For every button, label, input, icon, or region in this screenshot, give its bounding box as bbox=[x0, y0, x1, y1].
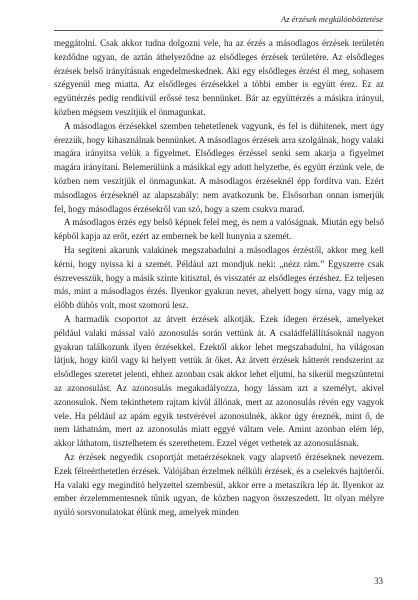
paragraph-5: A harmadik csoportot az átvett érzések alkotják. Ezek idegen érzések, amelyeket például valaki mással való azonosulás során vettünk át. A családfelállításoknál nagyon gyakran találkozunk ilyen érzésekkel. Ezektől akkor lehet megszabadulni, ha világosan látjuk, hogy kitől vagy ki helyett vettük át őket. Az átvett érzések hátterét rendszerint az elsődleges szeretet jelenti, ehhez azonban csak akkor lehet eljutni, ha sikerül megszüntetni az azonosulást. Az azonosulás megakadályozza, hogy lássam azt a személyt, akivel azonosulok. Nem tekinthetem rajtam kívül állónak, mert az azonosulás révén egy vagyok vele. Ha például az apám egyik testvérével azonosulnék, akkor úgy éreznék, mint ő, de nem láthatnám, mert az azonosulás miatt eggyé váltam vele. Amint azonban elém lép, akkor láthatom, tisztelhetem és szerethetem. Ezzel véget vethetek az azonosulásnak. bbox=[54, 313, 384, 449]
paragraph-1: meggátolni. Csak akkor tudna dolgozni vele, ha az érzés a másodlagos érzések területén kezdődne ugyan, de aztán áthelyeződne az elsődleges érzések területére. Az elsődleges érzések belső irányításnak engedelmeskednek. Aki egy elsődleges érzést él meg, sohasem szégyenül meg miatta. Az elsődleges érzésekkel a többi ember is együtt érez. Ez az együttérzés pedig rendkívül erőssé tesz bennünket. Bár az együttérzés a másikra irányul, közben mégsem veszítjük el önmagunkat. bbox=[54, 38, 384, 117]
body-text bbox=[54, 37, 384, 520]
paragraph-2: A másodlagos érzésekkel szemben tehetetlenek vagyunk, és fel is dühítenek, mert úgy érezzük, hogy kihasználnak bennünket. A másodlagos érzések arra szolgálnak, hogy valaki magára irányítsa velük a figyelmet. Elsődleges érzéssel senki sem akarja a figyelmet magára irányítani. Belemerülünk a másikkal egy adott helyzetbe, és együtt érzünk vele, de közben nem veszítjük el önmagunkat. A másodlagos érzéseknél épp fordítva van. Ezért másodlagos érzéseknél az alapszabály: nem avatkozunk be. Elsősorban onnan ismerjük fel, hogy másodlagos érzésekről van szó, hogy a szem csukva marad. bbox=[54, 120, 384, 214]
header-rule bbox=[54, 30, 383, 31]
page-number: 33 bbox=[374, 576, 383, 586]
paragraph-6: Az érzések negyedik csoportját metaérzéseknek vagy alapvető érzéseknek nevezem. Ezek félreérthetetlen érzések. Valójában érzelmek nélküli érzések, és a cselekvés hajtóerői. Ha valaki egy megindító helyzettel szembesül, akkor erre a metaszikra lép át. Ilyenkor az ember érzelemmentesnek tűnik ugyan, de közben nagyon összeszedett. Itt olyan mélyre nyúló sorsvonulatokat élünk meg, amelyek minden bbox=[54, 451, 384, 518]
running-head: Az érzések megkülönböztetése bbox=[281, 14, 383, 24]
paragraph-4: Ha segíteni akarunk valakinek megszabadulni a másodlagos érzéstől, akkor meg kell kérni, hogy nyissa ki a szemét. Például azt mondjuk neki: „nézz rám.” Egyszerre csak észrevesszük, hogy a másik szinte kitisztul, és visszatér az elsődleges érzéshez. Ez teljesen más, mint a másodlagos érzés. Ilyenkor gyakran nevet, ahelyett hogy sírna, vagy míg az előbb dühös volt, most szomorú lesz. bbox=[54, 244, 384, 311]
paragraph-3: A másodlagos érzés egy belső képnek felel meg, és nem a valóságnak. Miután egy belső képből kapja az erőt, ezért az embernek be kell hunynia a szemét. bbox=[54, 217, 384, 242]
